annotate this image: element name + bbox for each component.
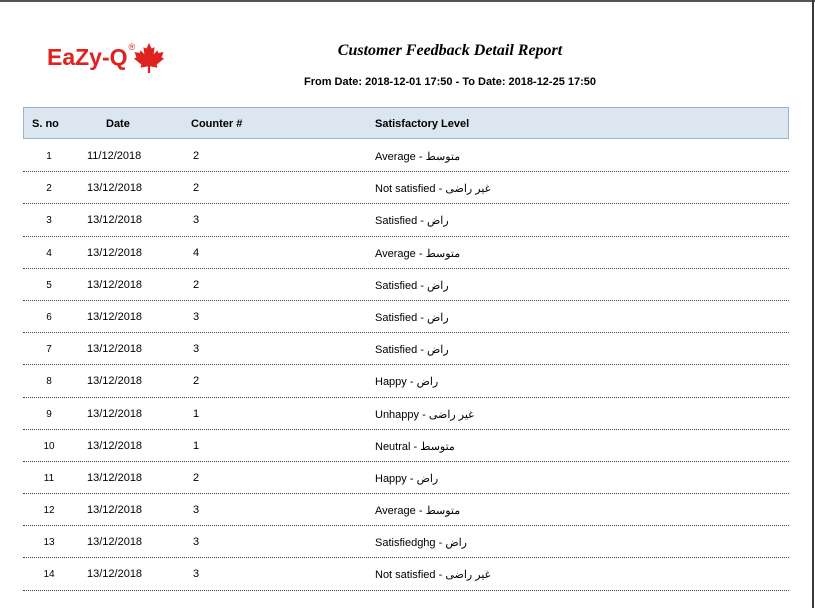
cell-counter: 3 xyxy=(193,310,200,323)
eazyq-logo xyxy=(47,44,165,79)
table-row xyxy=(23,333,789,365)
cell-sno: 12 xyxy=(43,505,55,517)
top-border xyxy=(0,0,815,2)
cell-sno: 1 xyxy=(46,151,52,162)
cell-counter: 3 xyxy=(193,214,200,227)
table-row xyxy=(23,172,789,204)
cell-sno: 8 xyxy=(46,376,52,388)
cell-date: 13/12/2018 xyxy=(87,471,143,484)
cell-level: Not satisfied - غير راضى xyxy=(375,569,491,582)
cell-date: 13/12/2018 xyxy=(87,407,143,420)
cell-sno: 9 xyxy=(46,408,52,420)
table-body xyxy=(23,140,789,591)
table-row xyxy=(23,301,789,333)
cell-counter: 2 xyxy=(193,150,200,162)
cell-sno: 7 xyxy=(46,344,52,356)
cell-date: 13/12/2018 xyxy=(87,504,143,517)
table-row xyxy=(23,140,789,172)
cell-sno: 5 xyxy=(46,279,52,291)
table-row xyxy=(23,494,789,526)
cell-date: 13/12/2018 xyxy=(87,536,143,549)
cell-date: 13/12/2018 xyxy=(87,182,143,195)
table-row xyxy=(23,558,789,590)
cell-level: Not satisfied - غير راضى xyxy=(375,183,491,196)
cell-counter: 2 xyxy=(193,375,200,388)
cell-level: Satisfied - راض xyxy=(375,311,449,324)
cell-sno: 4 xyxy=(46,247,52,259)
report-title: Customer Feedback Detail Report xyxy=(337,42,563,59)
right-border xyxy=(812,0,814,608)
cell-level: Unhappy - غير راضى xyxy=(375,408,474,421)
cell-counter: 2 xyxy=(193,471,200,484)
table-row xyxy=(23,526,789,558)
cell-sno: 14 xyxy=(43,569,55,581)
cell-date: 13/12/2018 xyxy=(87,375,143,388)
cell-level: Satisfied - راض xyxy=(375,279,449,292)
cell-level: Satisfied - راض xyxy=(375,344,449,357)
table-row xyxy=(23,204,789,236)
cell-counter: 3 xyxy=(193,568,200,581)
cell-level: Average - متوسط xyxy=(375,505,461,518)
cell-sno: 3 xyxy=(46,215,52,227)
cell-level: Satisfied - راض xyxy=(375,215,449,228)
column-header-sno: S. no xyxy=(32,118,59,130)
table-row xyxy=(23,430,789,462)
cell-level: Average - متوسط xyxy=(375,247,461,260)
cell-date: 13/12/2018 xyxy=(87,278,143,291)
cell-level: Neutral - متوسط xyxy=(375,440,455,453)
maple-leaf-icon xyxy=(133,42,165,79)
table-row xyxy=(23,462,789,494)
cell-sno: 13 xyxy=(43,537,55,549)
cell-sno: 10 xyxy=(43,440,55,452)
table-row xyxy=(23,365,789,397)
cell-sno: 6 xyxy=(46,311,52,323)
cell-counter: 2 xyxy=(193,278,200,291)
cell-counter: 1 xyxy=(193,439,200,452)
cell-counter: 2 xyxy=(193,182,200,195)
table-row xyxy=(23,237,789,269)
cell-date: 13/12/2018 xyxy=(87,439,143,452)
cell-date: 13/12/2018 xyxy=(87,343,143,356)
table-row xyxy=(23,398,789,430)
cell-level: Happy - راض xyxy=(375,472,439,485)
cell-date: 13/12/2018 xyxy=(87,214,143,227)
column-header-date: Date xyxy=(106,118,130,130)
cell-date: 11/12/2018 xyxy=(87,150,142,162)
cell-date: 13/12/2018 xyxy=(87,568,143,581)
cell-counter: 3 xyxy=(193,343,200,356)
column-header-counter: Counter # xyxy=(191,118,243,130)
cell-level: Average - متوسط xyxy=(375,151,461,163)
report-date-range: From Date: 2018-12-01 17:50 - To Date: 2018-12-25 17:50 xyxy=(303,76,597,88)
logo-text: EaZy-Q xyxy=(47,44,128,70)
table-row xyxy=(23,269,789,301)
cell-counter: 1 xyxy=(193,407,200,420)
cell-level: Satisfiedghg - راض xyxy=(375,537,467,550)
cell-date: 13/12/2018 xyxy=(87,246,143,259)
cell-sno: 11 xyxy=(43,472,55,484)
cell-counter: 3 xyxy=(193,536,200,549)
cell-level: Happy - راض xyxy=(375,376,439,389)
cell-sno: 2 xyxy=(46,183,52,195)
cell-date: 13/12/2018 xyxy=(87,310,143,323)
table-header xyxy=(23,107,789,139)
registered-mark: ® xyxy=(128,42,136,52)
column-header-level: Satisfactory Level xyxy=(375,118,470,130)
cell-counter: 4 xyxy=(193,246,200,259)
cell-counter: 3 xyxy=(193,504,200,517)
